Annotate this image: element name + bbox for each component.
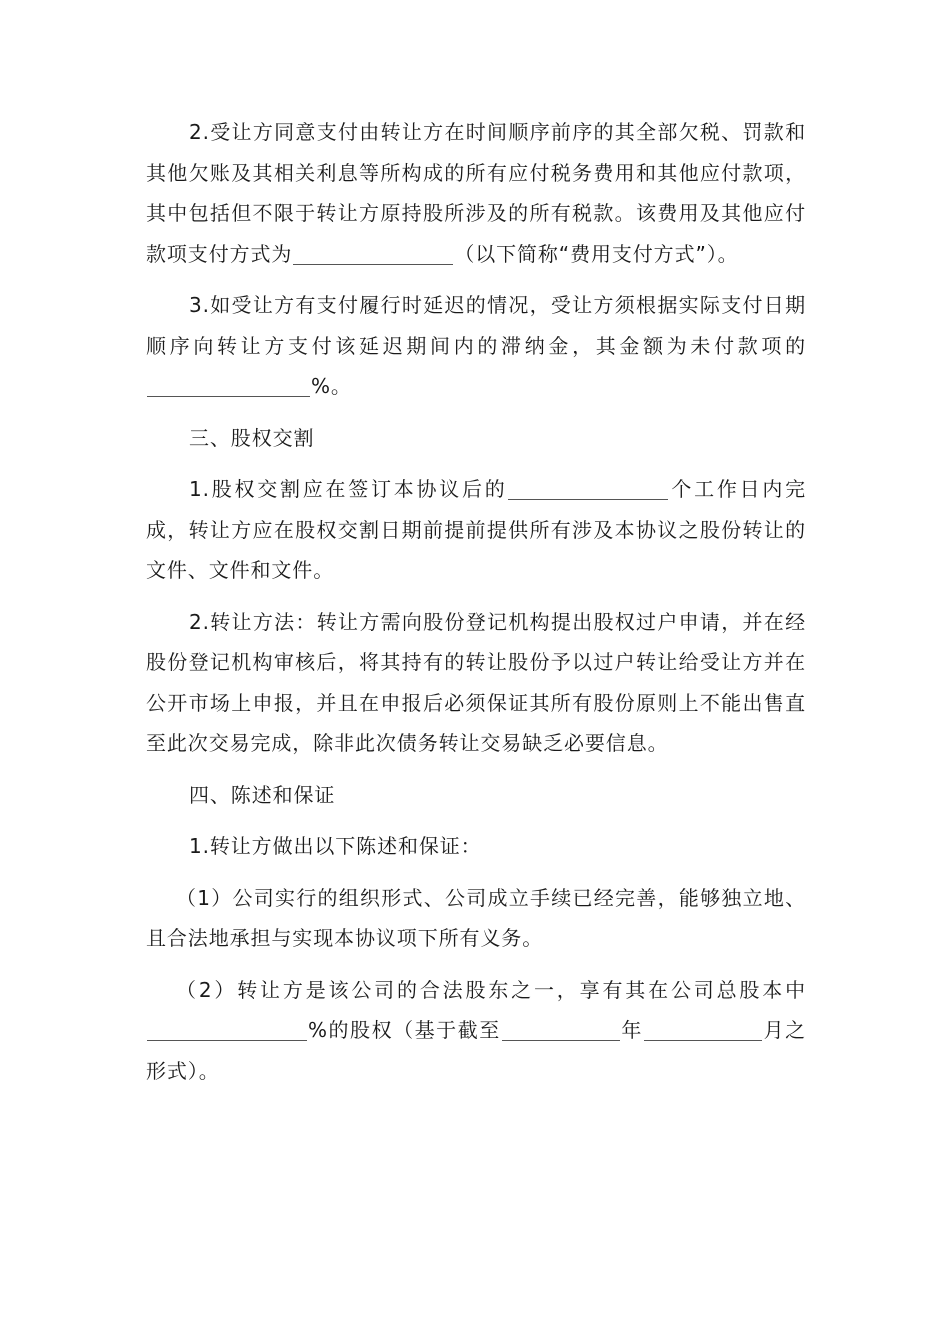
- clause-4-1: 1.转让方做出以下陈述和保证：: [189, 834, 482, 858]
- section-3-heading: 三、股权交割: [189, 425, 315, 450]
- month-blank[interactable]: [644, 1018, 762, 1041]
- clause-4-1-2-text-3: 年: [620, 1018, 643, 1042]
- clause-2-2-text: 2.受让方同意支付由转让方在时间顺序前序的其全部欠税、罚款和其他欠账及其相关利息等所构成的所有应付税务费用和其他应付款项，其中包括但不限于转让方原持股所涉及的所有税款。该费用及其他应付款项支付方式为: [146, 120, 806, 266]
- clause-3-1-text: 1.股权交割应在签订本协议后的: [189, 477, 508, 501]
- working-days-blank[interactable]: [508, 477, 668, 500]
- clause-4-1-2-text-4: 月之形式）。: [146, 1018, 806, 1083]
- clause-4-1-1: （1）公司实行的组织形式、公司成立手续已经完善，能够独立地、且合法地承担与实现本协议项下所有义务。: [146, 885, 806, 950]
- clause-2-3-text: 3.如受让方有支付履行时延迟的情况，受让方须根据实际支付日期顺序向转让方支付该延迟期间内的滞纳金，其金额为未付款项的: [146, 293, 806, 358]
- clause-2-3-text-end: %。: [311, 374, 352, 398]
- clause-4-1-2: [146, 970, 806, 1092]
- clause-3-2: 2.转让方法：转让方需向股份登记机构提出股权过户申请，并在经股份登记机构审核后，将其持有的转让股份予以过户转让给受让方并在公开市场上申报，并且在申报后必须保证其所有股份原则上不能出售直至此次交易完成，除非此次债务转让交易缺乏必要信息。: [146, 609, 806, 755]
- clause-2-2-text-end: （以下简称“费用支付方式”）。: [454, 241, 739, 266]
- clause-2-2: [146, 112, 806, 274]
- section-4-heading: 四、陈述和保证: [189, 782, 336, 807]
- equity-percent-blank[interactable]: [147, 1018, 307, 1041]
- clause-2-3: [146, 285, 806, 407]
- clause-3-1: [146, 469, 806, 591]
- payment-method-blank[interactable]: [293, 242, 453, 265]
- late-fee-percent-blank[interactable]: [147, 374, 310, 397]
- clause-4-1-2-text-2: %的股权（基于截至: [308, 1018, 501, 1042]
- document-page: [146, 112, 806, 1102]
- clause-4-1-2-text: （2）转让方是该公司的合法股东之一，享有其在公司总股本中: [176, 977, 806, 1002]
- clause-3-1-text-end: 个工作日内完成，转让方应在股权交割日期前提前提供所有涉及本协议之股份转让的文件、文件和文件。: [146, 477, 806, 582]
- year-blank[interactable]: [502, 1018, 620, 1041]
